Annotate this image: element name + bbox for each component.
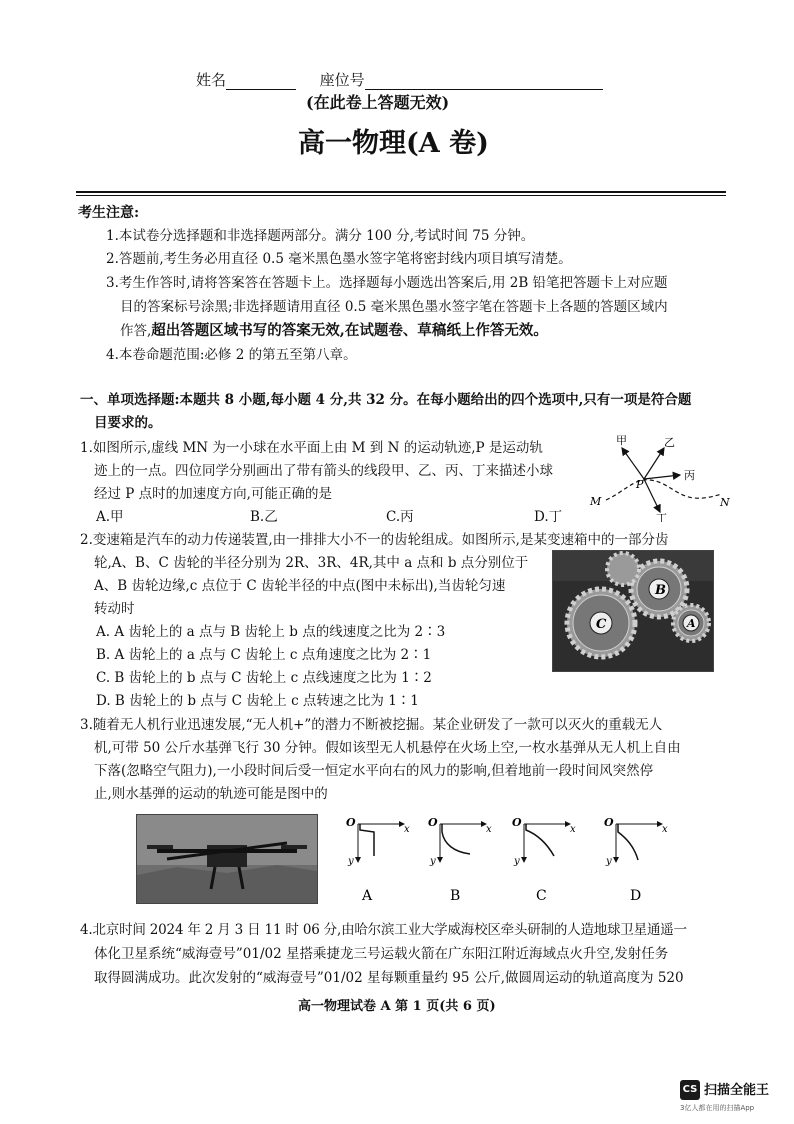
instruction-1: 1.本试卷分选择题和非选择题两部分。满分 100 分,考试时间 75 分钟。 xyxy=(106,228,535,244)
arrow-jia xyxy=(622,448,644,479)
q3-line2: 机,可带 50 公斤水基弹飞行 30 分钟。假如该型无人机悬停在火场上空,一枚水基弹从无人机上自由 xyxy=(94,740,681,756)
svg-text:O: O xyxy=(428,816,438,829)
graph-label-a: A xyxy=(362,888,373,904)
q1-option-b: B.乙 xyxy=(250,509,278,525)
q1-line3: 经过 P 点时的加速度方向,可能正确的是 xyxy=(94,486,332,502)
q2-line2: 轮,A、B、C 齿轮的半径分别为 2R、3R、4R,其中 a 点和 b 点分别位于 xyxy=(94,555,529,571)
notice-text: (在此卷上答题无效) xyxy=(306,93,450,112)
trajectory-curve xyxy=(606,480,722,500)
svg-text:O: O xyxy=(604,816,614,829)
graph-a xyxy=(346,816,410,867)
label-jia: 甲 xyxy=(616,434,627,447)
svg-text:O: O xyxy=(512,816,522,829)
seat-label: 座位号 xyxy=(319,71,365,89)
q1-line1: 1.如图所示,虚线 MN 为一小球在水平面上由 M 到 N 的运动轨迹,P 是运动轨 xyxy=(80,440,543,456)
instruction-3-cont: 目的答案标号涂黑;非选择题请用直径 0.5 毫米黑色墨水签字笔在答题卡上各题的答题区域内 xyxy=(120,299,668,315)
q4-line3: 取得圆满成功。此次发射的“威海壹号”01/02 星每颗重量约 95 公斤,做圆周运动的轨道高度为 520 xyxy=(94,970,684,986)
q2-option-c: C. B 齿轮上的 b 点与 C 齿轮上 c 点线速度之比为 1∶2 xyxy=(96,670,432,686)
q2-line4: 转动时 xyxy=(94,601,135,617)
scanner-app-tagline: 3亿人都在用的扫描App xyxy=(680,1104,755,1112)
svg-text:x: x xyxy=(486,824,492,835)
graph-c xyxy=(512,816,576,867)
page-title: 高一物理(A 卷) xyxy=(298,128,489,159)
graph-d xyxy=(604,816,668,867)
q4-line1: 4.北京时间 2024 年 2 月 3 日 11 时 06 分,由哈尔滨工业大学威海校区牵头研制的人造地球卫星通遥一 xyxy=(80,922,687,938)
svg-text:O: O xyxy=(346,816,356,829)
name-field xyxy=(196,70,603,90)
q4-line2: 体化卫星系统“威海壹号”01/02 星搭乘捷龙三号运载火箭在广东阳江附近海域点火升空,发射任务 xyxy=(94,946,669,962)
svg-text:y: y xyxy=(430,856,436,867)
instruction-3: 3.考生作答时,请将答案答在答题卡上。选择题每小题选出答案后,用 2B 铅笔把答题卡上对应题 xyxy=(106,275,668,291)
gear-label-b: B xyxy=(655,583,666,598)
q3-line1: 3.随着无人机行业迅速发展,“无人机+”的潜力不断被挖掘。某企业研发了一款可以灭火的重载无人 xyxy=(80,717,663,733)
arrow-yi xyxy=(644,448,664,479)
header-rule-thin xyxy=(76,195,726,196)
graph-label-c: C xyxy=(536,888,547,904)
label-n: N xyxy=(720,496,730,509)
gearbox-photo xyxy=(552,550,714,672)
scanner-logo-icon: CS xyxy=(680,1080,700,1100)
name-label: 姓名 xyxy=(196,71,227,89)
svg-text:x: x xyxy=(662,824,668,835)
q2-line1: 2.变速箱是汽车的动力传递装置,由一排排大小不一的齿轮组成。如图所示,是某变速箱中的一部分齿 xyxy=(80,532,669,548)
section1-heading: 一、单项选择题:本题共 8 小题,每小题 4 分,共 32 分。在每小题给出的四个选项中,只有一项是符合题 xyxy=(80,392,692,408)
drone-photo xyxy=(136,814,318,904)
scanner-app-name: 扫描全能王 xyxy=(704,1083,770,1098)
instruction-3-end xyxy=(120,321,548,341)
q2-line3: A、B 齿轮边缘,c 点位于 C 齿轮半径的中点(图中未标出),当齿轮匀速 xyxy=(94,578,506,594)
q2-option-d: D. B 齿轮上的 b 点与 C 齿轮上 c 点转速之比为 1∶1 xyxy=(96,693,419,709)
name-blank xyxy=(226,75,296,90)
q3-trajectory-graphs xyxy=(340,812,750,908)
instruction-3-bold: 超出答题区域书写的答案无效,在试题卷、草稿纸上作答无效。 xyxy=(151,322,548,339)
svg-text:x: x xyxy=(404,824,410,835)
graph-b xyxy=(428,816,492,867)
label-p: P xyxy=(636,478,644,491)
gear-label-a: A xyxy=(687,617,696,630)
q1-option-d: D.丁 xyxy=(534,509,563,525)
label-ding: 丁 xyxy=(656,512,667,522)
q3-line3: 下落(忽略空气阻力),一小段时间后受一恒定水平向右的风力的影响,但着地前一段时间风突然停 xyxy=(94,763,654,779)
seat-blank xyxy=(365,75,603,90)
svg-text:y: y xyxy=(348,856,354,867)
label-yi: 乙 xyxy=(664,436,675,449)
q2-option-b: B. A 齿轮上的 a 点与 C 齿轮上 c 点角速度之比为 2∶1 xyxy=(96,647,432,663)
section1-heading-cont: 目要求的。 xyxy=(94,415,162,431)
arrow-ding xyxy=(644,479,660,512)
header-rule-thick xyxy=(76,191,726,193)
graph-label-d: D xyxy=(630,888,642,904)
instruction-3-prefix: 作答, xyxy=(120,323,152,339)
instructions-heading: 考生注意: xyxy=(78,205,140,221)
label-m: M xyxy=(590,495,602,508)
gear-label-c: C xyxy=(596,617,607,632)
instruction-2: 2.答题前,考生务必用直径 0.5 毫米黑色墨水签字笔将密封线内项目填写清楚。 xyxy=(106,251,572,267)
q3-line4: 止,则水基弹的运动的轨迹可能是图中的 xyxy=(94,786,328,802)
page-footer: 高一物理试卷 A 第 1 页(共 6 页) xyxy=(298,999,496,1014)
arrow-bing xyxy=(644,475,680,479)
graph-label-b: B xyxy=(450,888,461,904)
instruction-4: 4.本卷命题范围:必修 2 的第五至第八章。 xyxy=(106,347,357,363)
svg-text:y: y xyxy=(514,856,520,867)
svg-text:y: y xyxy=(606,856,612,867)
q1-line2: 迹上的一点。四位同学分别画出了带有箭头的线段甲、乙、丙、丁来描述小球 xyxy=(94,463,553,479)
q1-trajectory-figure xyxy=(584,432,734,522)
q1-option-a: A.甲 xyxy=(96,509,124,525)
label-bing: 丙 xyxy=(684,469,695,482)
svg-text:x: x xyxy=(570,824,576,835)
q2-option-a: A. A 齿轮上的 a 点与 B 齿轮上 b 点的线速度之比为 2∶3 xyxy=(96,624,446,640)
q1-option-c: C.丙 xyxy=(386,509,414,525)
